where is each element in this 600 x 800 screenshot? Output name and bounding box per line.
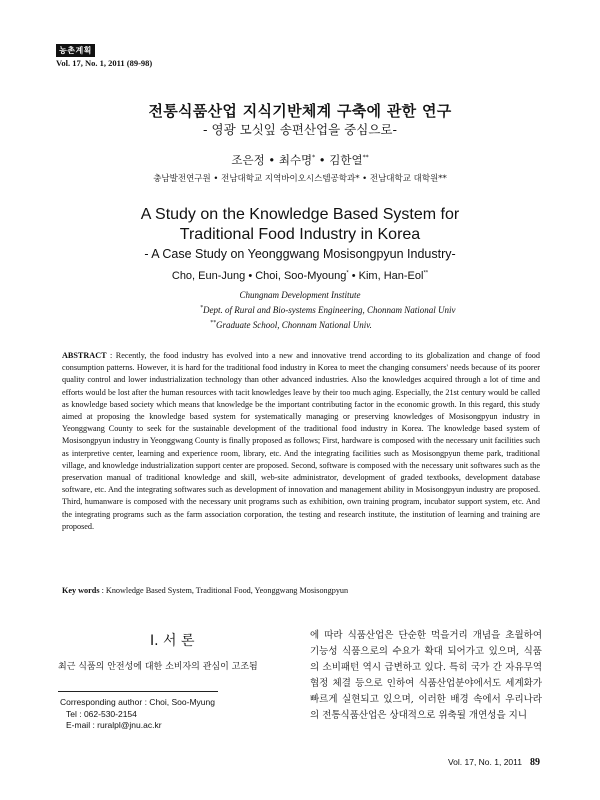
page-number: 89	[530, 757, 540, 768]
affiliation-mark-2: **	[210, 320, 216, 326]
korean-subtitle: - 영광 모싯잎 송편산업을 중심으로-	[203, 122, 397, 137]
korean-affiliation: 충남발전연구원 • 전남대학교 지역바이오시스템공학과* • 전남대학교 대학원**	[153, 174, 447, 184]
english-title-line2: Traditional Food Industry in Korea	[179, 226, 421, 243]
korean-author-2: 최수명	[278, 153, 313, 167]
corresponding-author: Corresponding author : Choi, Soo-Myung	[60, 697, 215, 707]
english-title-line1: A Study on the Knowledge Based System for	[140, 206, 460, 223]
korean-authors	[0, 152, 600, 168]
author-separator: •	[348, 270, 359, 282]
body-left-column: 최근 식품의 안전성에 대한 소비자의 관심이 고조됨	[58, 662, 258, 672]
abstract-text: : Recently, the food industry has evolved into a new and innovative trend according to its globalization and change of food consumption patterns. However, it is hard for the traditional food industry in Korea to meet the changing consumers' needs because of its poorer quality control and lower industrialization technology than other advanced industries. Also the knowledges acquired through a lot of time and efforts would be lost after the human resources with tacit knowledges leave by their too much aging. Especially, the 21st century would be called as knowledge based society which means that knowledge be the important contributing factor in the economic growth. In this regard, this study aimed at proposing the knowledge based system for systematically managing or preserving knowledges of Mosisongpyun industry in Yeonggwang County to seek for the sustainable development of the traditional food industry in Korea. The knowledge based system of Mosisongpyun industry in Yeonggwang County is finally proposed as follows; First, hardware is composed with the necessary unit facilities such as interpretive center, learning and experience room, library, etc. And the integrating facilities such as Mosisongpyun theme park, traditional village, and knowledge industrialization support center are proposed. Second, software is composed with the necessary unit softwares such as the preservation manual of traditional knowledge and skill, web-site administrator, development of graded textbooks, development database software, etc. And the integrating softwares such as development of innovation and management ability in Mosisongpyun industry are proposed. Third, humanware is composed with the necessary unit programs such as exhibition, own training program, incubator support system, etc. And the integrating programs such as the farm association corporation, the testing and research institute, the institution of learning and training are proposed.	[62, 351, 540, 531]
english-subtitle: - A Case Study on Yeonggwang Mosisongpyun Industry-	[144, 247, 456, 261]
footer-volume: Vol. 17, No. 1, 2011	[447, 757, 522, 767]
english-affiliation-2	[200, 305, 455, 315]
author-mark-2: **	[423, 270, 429, 277]
abstract-label: ABSTRACT	[62, 351, 107, 360]
author-separator: •	[315, 153, 330, 167]
author-mark-1: *	[346, 270, 349, 277]
correspondence	[60, 697, 215, 732]
affiliation-3-text: Graduate School, Chonnam National Univ.	[216, 320, 372, 330]
author-mark-2: **	[362, 154, 369, 162]
english-author-1: Cho, Eun-Jung	[171, 270, 246, 282]
journal-badge: 농촌계획	[56, 44, 95, 57]
english-authors	[0, 270, 600, 282]
volume-line: Vol. 17, No. 1, 2011 (89-98)	[56, 58, 153, 68]
corresponding-email: E-mail : ruralpl@jnu.ac.kr	[66, 720, 162, 730]
author-separator: •	[264, 153, 279, 167]
keywords-label: Key words	[62, 586, 100, 595]
affiliation-2-text: Dept. of Rural and Bio-systems Engineering, Chonnam National Univ	[203, 305, 456, 315]
page-footer	[448, 757, 540, 768]
english-author-3: Kim, Han-Eol	[358, 270, 424, 282]
english-affiliation-3	[210, 320, 372, 330]
english-affiliation-1: Chungnam Development Institute	[239, 290, 361, 300]
body-right-column: 에 따라 식품산업은 단순한 먹을거리 개념을 초월하여 기능성 식품으로의 수요가 확대 되어가고 있으며, 식품의 소비패턴 역시 급변하고 있다. 특히 국가 간 자유무역협정 체결 등으로 인하여 식품산업분야에서도 세계화가 빠르게 실현되고 있으며, 이러한 배경 속에서 우리나라의 전통식품산업은 상대적으로 위축될 개연성을 지니	[310, 630, 542, 721]
affiliation-mark-1: *	[200, 305, 203, 311]
korean-title: 전통식품산업 지식기반체계 구축에 관한 연구	[148, 102, 452, 120]
korean-author-3: 김한열	[329, 153, 363, 167]
keywords	[62, 586, 540, 595]
author-separator: •	[245, 270, 256, 282]
author-mark-1: *	[312, 154, 316, 162]
section-heading: Ⅰ. 서 론	[150, 633, 195, 649]
english-author-2: Choi, Soo-Myoung	[255, 270, 347, 282]
korean-author-1: 조은정	[231, 153, 265, 167]
corresponding-tel: Tel : 062-530-2154	[66, 708, 137, 719]
abstract	[62, 350, 540, 533]
footnote-divider	[58, 691, 218, 692]
keywords-text: : Knowledge Based System, Traditional Food, Yeonggwang Mosisongpyun	[99, 586, 349, 595]
